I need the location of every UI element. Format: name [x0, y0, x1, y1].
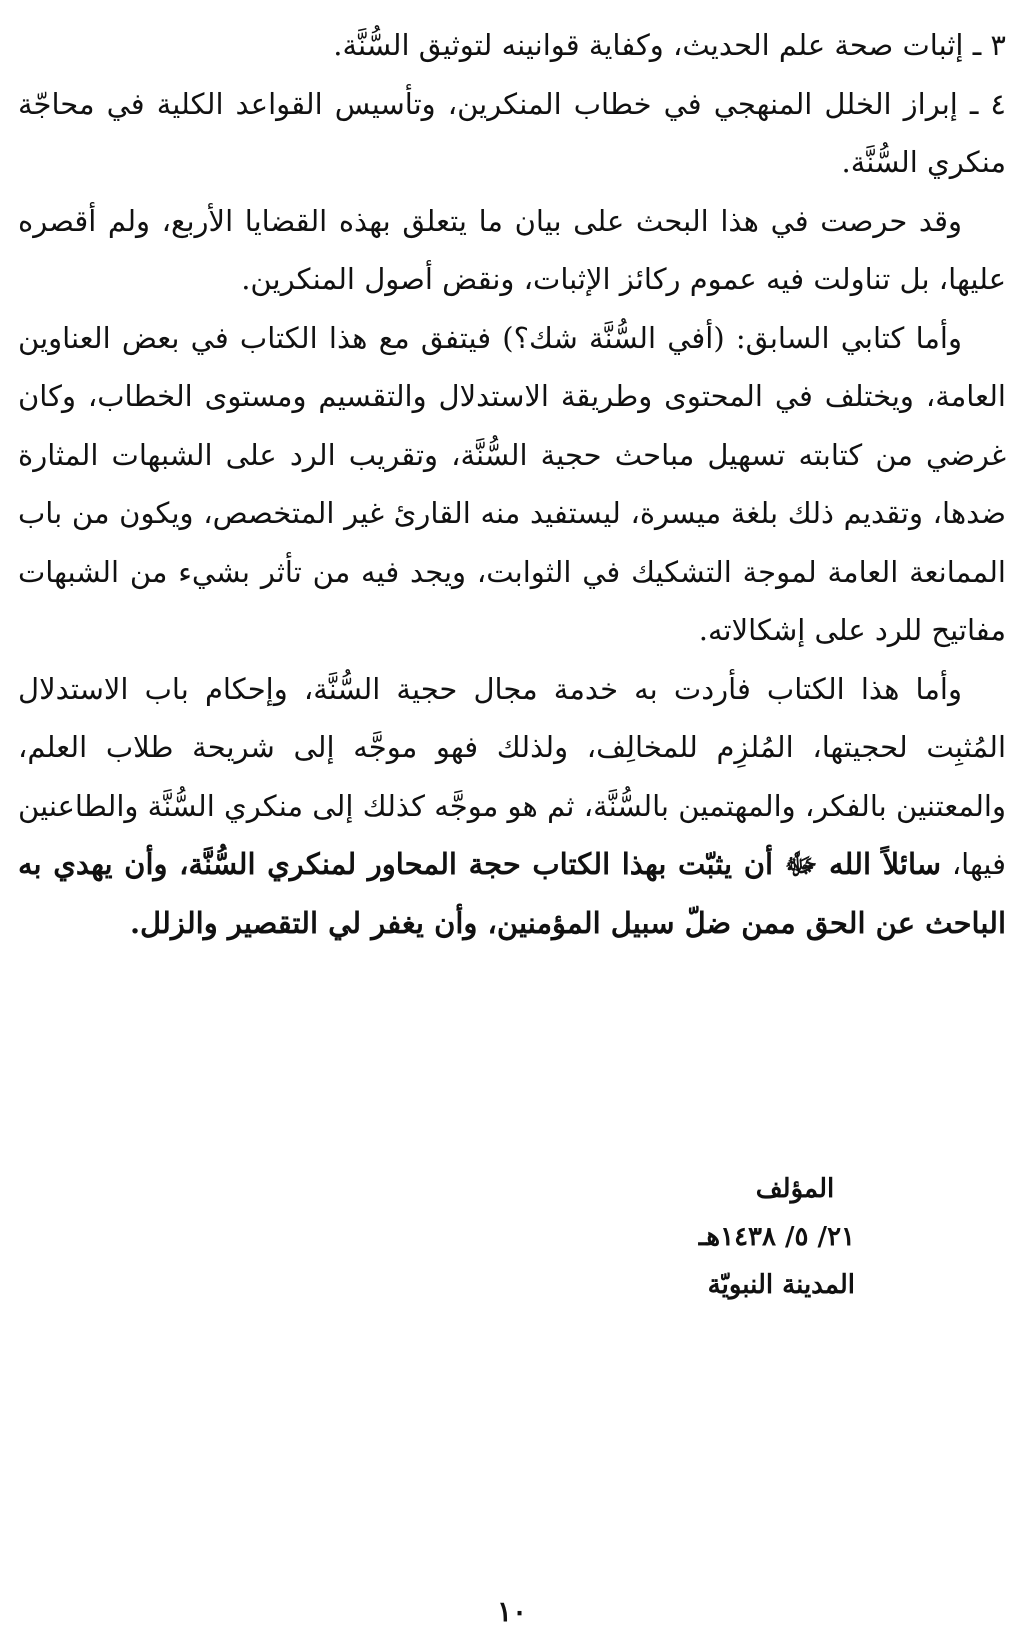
list-item-4: ٤ ـ إبراز الخلل المنهجي في خطاب المنكرين، وتأسيس القواعد الكلية في محاجّة منكري السُّنَّة.: [18, 86, 1006, 179]
signature-place: المدينة النبويّة: [707, 1270, 855, 1300]
paragraph-research-scope: وقد حرصت في هذا البحث على بيان ما يتعلق بهذه القضايا الأربع، ولم أقصره عليها، بل تناولت فيه عموم ركائز الإثبات، ونقض أصول المنكرين.: [18, 203, 1006, 296]
page-number: ١٠: [496, 1595, 528, 1628]
paragraph-book-purpose-regular-text: وأما هذا الكتاب فأردت به خدمة مجال حجية السُّنَّة، وإحكام باب الاستدلال المُثبِت لحجيتها، المُلزِم للمخالِف، ولذلك فهو موجَّه إلى شريحة طلاب العلم، والمعتنين بالفكر، والمهتمين بالسُّنَّة، ثم هو موجَّه كذلك إلى منكري السُّنَّة والطاعنين فيها،: [18, 671, 1006, 881]
paragraph-previous-book: وأما كتابي السابق: (أفي السُّنَّة شك؟) فيتفق مع هذا الكتاب في بعض العناوين العامة، ويختلف في المحتوى وطريقة الاستدلال والتقسيم ومستوى الخطاب، وكان غرضي من كتابته تسهيل مباحث حجية السُّنَّة، وتقريب الرد على الشبهات المثارة ضدها، وتقديم ذلك بلغة ميسرة، ليستفيد منه القارئ غير المتخصص، ويكون من باب الممانعة العامة لموجة التشكيك في الثوابت، ويجد فيه من تأثر بشيء من الشبهات مفاتيح للرد على إشكالاته.: [18, 320, 1006, 647]
signature-date: ٢١/ ٥/ ١٤٣٨هـ: [698, 1222, 855, 1252]
list-item-3: ٣ ـ إثبات صحة علم الحديث، وكفاية قوانينه لتوثيق السُّنَّة.: [333, 28, 1006, 62]
paragraph-book-purpose-prayer-text: سائلاً الله ﷻ أن يثبّت بهذا الكتاب حجة المحاور لمنكري السُّنَّة، وأن يهدي به الباحث عن الحق ممن ضلّ سبيل المؤمنين، وأن يغفر لي التقصير والزلل.: [18, 847, 1006, 940]
author-signature-block: [698, 1165, 855, 1309]
paragraph-book-purpose: [18, 660, 1006, 953]
author-label: المؤلف: [755, 1174, 835, 1204]
document-page: [18, 16, 1006, 1646]
